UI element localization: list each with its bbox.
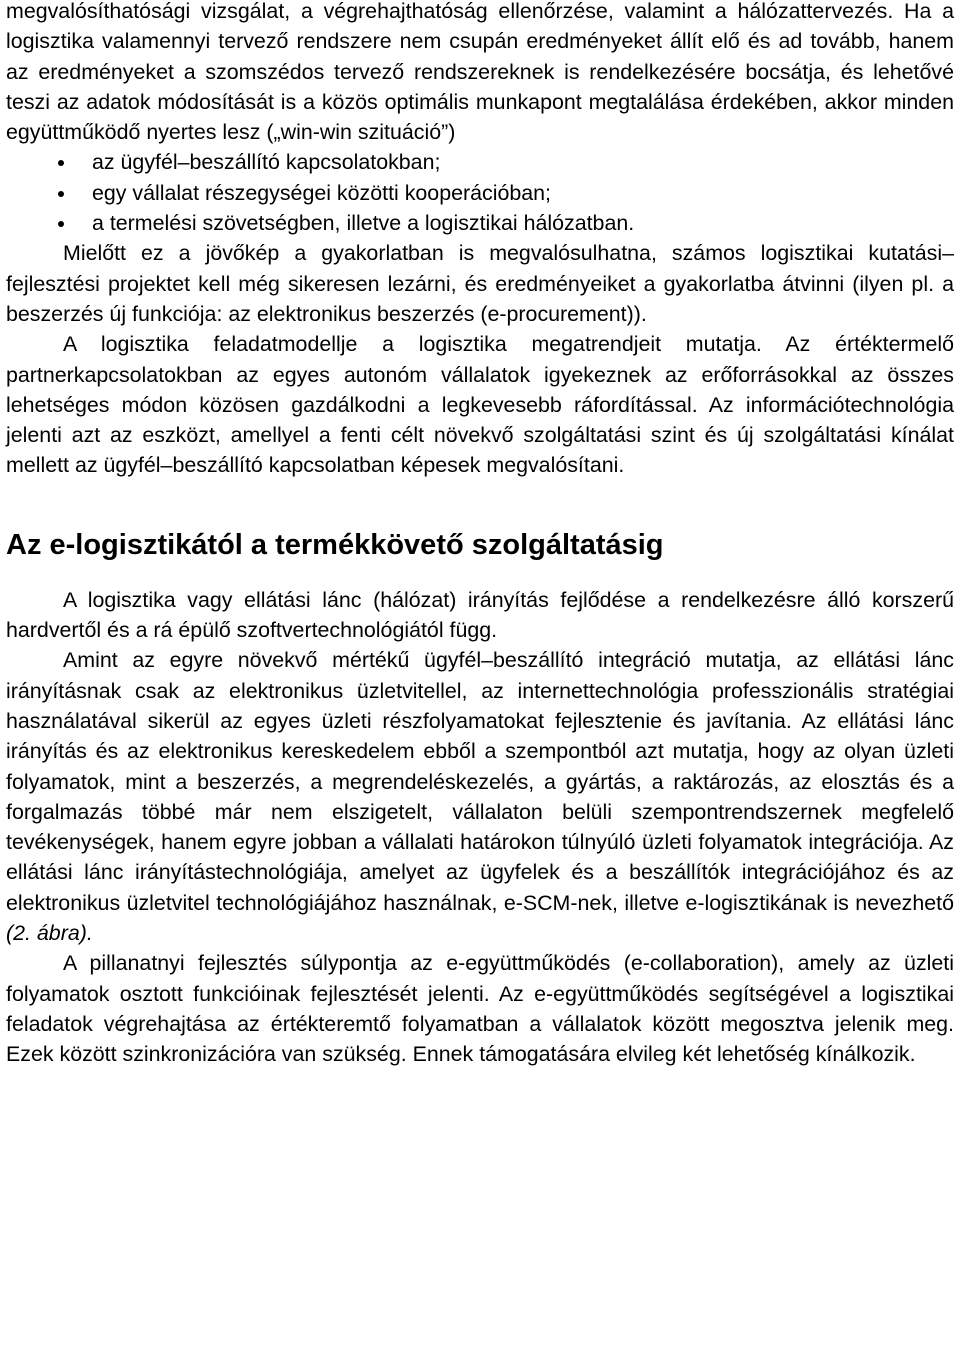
section-heading: Az e-logisztikától a termékkövető szolgáltatásig xyxy=(6,528,664,561)
list-item xyxy=(6,147,954,177)
document-page xyxy=(6,0,954,1070)
paragraph-vision: Mielőtt ez a jövőkép a gyakorlatban is megvalósulhatna, számos logisztikai kutatási–fejlesztési projektet kell még sikeresen lezárni, és eredményeiket a gyakorlatba átvinni (ilyen pl. a beszerzés új funkciója: az elektronikus beszerzés (e-procurement)). xyxy=(6,241,954,326)
list-item-text: egy vállalat részegységei közötti kooperációban; xyxy=(92,180,551,205)
bullet-icon xyxy=(58,221,64,227)
list-item-text: az ügyfél–beszállító kapcsolatokban; xyxy=(92,150,441,175)
paragraph-collaboration: A pillanatnyi fejlesztés súlypontja az e-együttműködés (e-collaboration), amely az üzleti folyamatok osztott funkcióinak fejlesztését jelenti. Az e-együttműködés segítségével a logisztikai feladatok végrehajtása az értékteremtő folyamatban a vállalatok között megosztva jelenik meg. Ezek között szinkronizációra van szükség. Ennek támogatására elvileg két lehetőség kínálkozik. xyxy=(6,951,954,1067)
figure-reference: (2. ábra). xyxy=(6,921,93,946)
paragraph-integration-text: Amint az egyre növekvő mértékű ügyfél–beszállító integráció mutatja, az ellátási lánc irányításnak csak az elektronikus üzletvitellel, az internettechnológia professzionális stratégiai használatával sikerül az egyes üzleti részfolyamatokat fejlesztenie és javítania. Az ellátási lánc irányítás és az elektronikus kereskedelem ebből a szempontból azt mutatja, hogy az olyan üzleti folyamatok, mint a beszerzés, a megrendeléskezelés, a gyártás, a raktározás, az elosztás és a forgalmazás többé már nem elszigetelt, vállalaton belüli szempontrendszernek megfelelő tevékenységek, hanem egyre jobban a vállalati határokon túlnyúló üzleti folyamatok integrációja. Az ellátási lánc irányítástechnológiája, amelyet az ügyfelek és a beszállítók integrációjához és az elektronikus üzletvitel technológiájához használnak, e-SCM-nek, illetve e-logisztikának is nevezhető xyxy=(6,648,954,915)
bullet-icon xyxy=(58,191,64,197)
bullet-icon xyxy=(58,160,64,166)
list-item xyxy=(6,178,954,208)
paragraph-task-model: A logisztika feladatmodellje a logisztika megatrendjeit mutatja. Az értéktermelő partnerkapcsolatokban az egyes autonóm vállalatok igyekeznek az erőforrásokkal az összes lehetséges módon közösen gazdálkodni a legkevesebb ráfordítással. Az információtechnológia jelenti azt az eszközt, amellyel a fenti célt növekvő szolgáltatási szint és új szolgáltatási kínálat mellett az ügyfél–beszállító kapcsolatban képesek megvalósítani. xyxy=(6,332,954,478)
paragraph-integration xyxy=(6,645,954,948)
list-item-text: a termelési szövetségben, illetve a logisztikai hálózatban. xyxy=(92,211,635,236)
intro-paragraph: megvalósíthatósági vizsgálat, a végrehajthatóság ellenőrzése, valamint a hálózattervezés. Ha a logisztika valamennyi tervező rendszere nem csupán eredményeket állít elő és ad tovább, hanem az eredményeket a szomszédos tervező rendszereknek is rendelkezésére bocsátja, és lehetővé teszi az adatok módosítását is a közös optimális munkapont megtalálása érdekében, akkor minden együttműködő nyertes lesz („win-win szituáció”) xyxy=(6,0,954,145)
paragraph-development: A logisztika vagy ellátási lánc (hálózat) irányítás fejlődése a rendelkezésre álló korszerű hardvertől és a rá épülő szoftvertechnológiától függ. xyxy=(6,587,954,643)
list-item xyxy=(6,208,954,238)
bullet-list xyxy=(6,147,954,238)
